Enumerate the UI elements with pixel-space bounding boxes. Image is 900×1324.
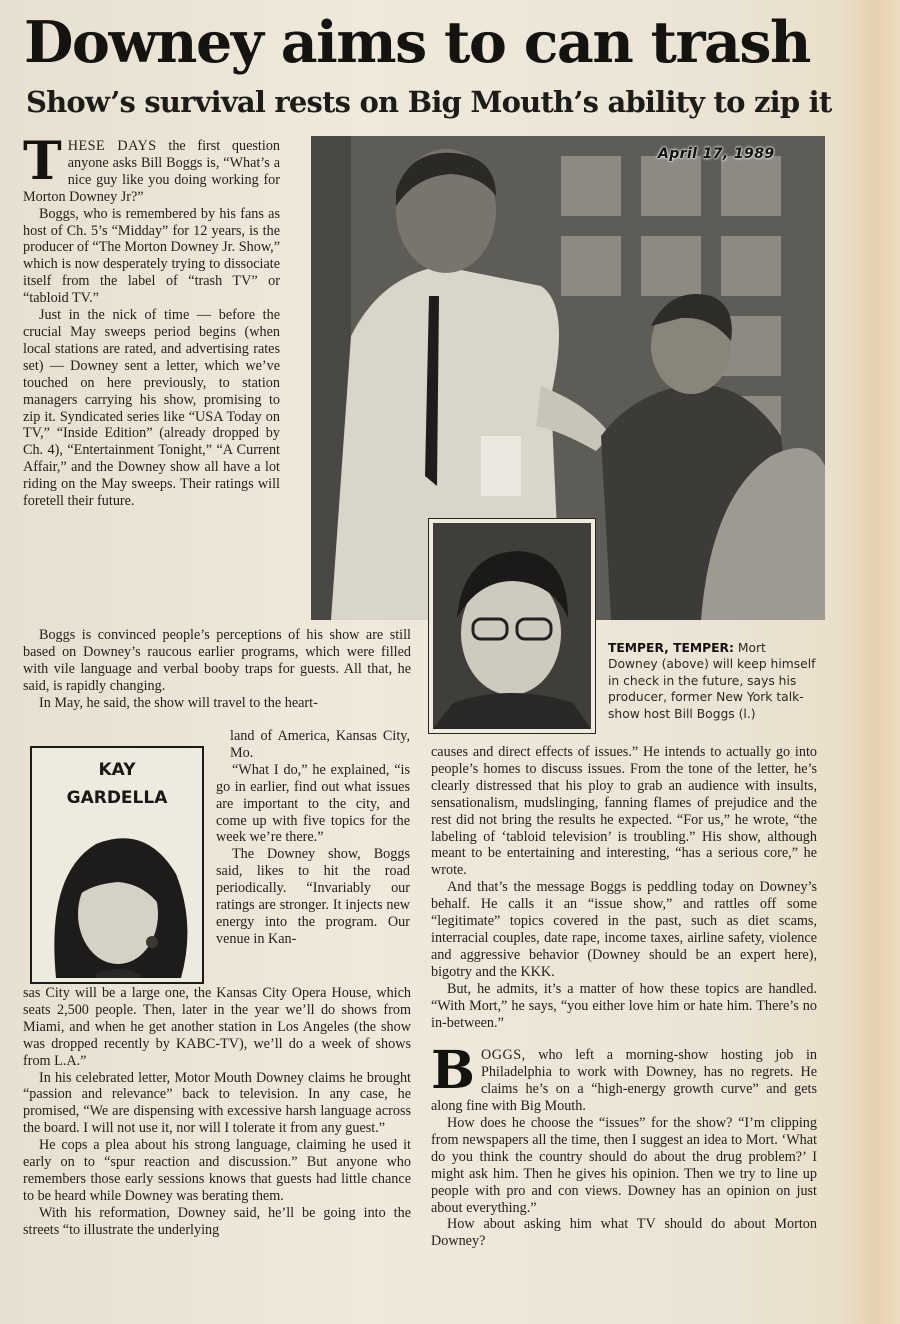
paragraph: Boggs, who is remembered by his fans as host of Ch. 5’s “Midday” for 12 years, is the producer of “The Morton Downey Jr. Show,” which is now desperately trying to dissociate itself from the label of “trash TV” or “tabloid TV.” xyxy=(23,205,280,307)
drop-cap-t: T xyxy=(23,131,62,192)
paragraph: And that’s the message Boggs is peddling today on Downey’s behalf. He calls it an “issue show,” and rattles off some “legitimate” topics covered in the past, such as diet scams, interracial couples, date rape, income taxes, airline safety, violence and aggressive behavior (Downey should be an expert here), bigotry and the KKK. xyxy=(431,879,817,980)
wide-text-block xyxy=(23,627,411,712)
caption-text: Mort Downey (above) will keep himself in check in the future, says his producer, former New York talk-show host Bill Boggs (l.) xyxy=(608,641,816,721)
headline: Downey aims to can trash xyxy=(24,9,810,76)
column-3 xyxy=(431,744,817,1250)
lead-caps: OGGS, xyxy=(480,1047,526,1064)
boggs-portrait xyxy=(433,523,591,729)
column-1-upper xyxy=(23,131,281,510)
paragraph: sas City will be a large one, the Kansas City Opera House, which seats 2,500 people. Then, later in the year we’ll do shows from Miami, and when he get another station in Los Angeles (the show was dropped recently by KABC-TV), we’ll do a week of shows from L.A.” xyxy=(23,985,411,1069)
section-lead-paragraph: BOGGS, who left a morning-show hosting job in Philadelphia to work with Downey, has no regrets. He claims he’s on a “high-energy growth curve” and gets along fine with Big Mouth. xyxy=(431,1040,817,1115)
paragraph: He cops a plea about his strong language, claiming he used it early on to “spur reaction and discussion.” But anyone who remembers those early sessions knows that guests had little chance to be heard while Downey was berating them. xyxy=(23,1137,411,1204)
paragraph: causes and direct effects of issues.” He intends to actually go into people’s homes to discuss issues. From the tone of the letter, he’s clearly distressed that his ploy to grab an audience with insults, sensationalism, mudslinging, fanning flames of prejudice and the rest did not bring the results he expected. “For us,” he wrote, “the labeling of ‘tabloid television’ is troubling.” His show, although meant to be entertaining and interesting, “has a serious core,” he wrote. xyxy=(431,744,817,879)
inset-photo xyxy=(428,518,596,734)
lead-caps: HESE DAYS xyxy=(67,138,157,154)
caption-label: TEMPER, TEMPER: xyxy=(608,641,734,655)
photo-caption xyxy=(608,640,818,722)
drop-cap-b: B xyxy=(431,1040,475,1102)
columnist-box xyxy=(30,746,204,984)
date-stamp: April 17, 1989 xyxy=(658,146,775,162)
paper-edge xyxy=(842,0,900,1324)
paragraph: But, he admits, it’s a matter of how these topics are handled. “With Mort,” he says, “you either love him or hate him. There’s no in-between.” xyxy=(431,980,817,1031)
lead-paragraph: THESE DAYS the first question anyone asks Bill Boggs is, “What’s a nice guy like you doing working for Morton Downey Jr?” xyxy=(23,131,281,205)
subhead: Show’s survival rests on Big Mouth’s ability to zip it xyxy=(26,85,832,119)
paragraph: The Downey show, Boggs said, likes to hit the road periodically. “Invariably our ratings are stronger. It injects new energy into the program. Our venue in Kan- xyxy=(216,846,410,947)
paragraph: land of America, Kansas City, Mo. xyxy=(230,728,410,761)
paragraph: Boggs is convinced people’s perceptions of his show are still based on Downey’s raucous earlier programs, which were filled with vile language and verbal booby traps for guests. All that, he said, is rapidly changing. xyxy=(23,627,411,694)
columnist-portrait xyxy=(36,814,198,978)
paragraph: “What I do,” he explained, “is go in earlier, find out what issues are important to the city, and come up with five topics for the week we’re there.” xyxy=(216,761,410,846)
column-2 xyxy=(216,728,410,948)
paragraph: Just in the nick of time — before the crucial May sweeps period begins (when local stations are rated, and advertising rates set) — Downey sent a letter, which we’ve touched on here previously, to station managers carrying his show, promising to zip it. Syndicated series like “USA Today on TV,” “Inside Edition” (already dropped by Ch. 4), “Entertainment Tonight,” “A Current Affair,” and the Downey show all have a lot riding on the May sweeps. Their ratings will foretell their future. xyxy=(23,307,280,510)
paragraph: In May, he said, the show will travel to the heart- xyxy=(39,694,318,711)
paragraph: How does he choose the “issues” for the show? “I’m clipping from newspapers all the time, then I suggest an idea to Mort. ‘What do you think the country should do about the drug problem?’ I might ask him. Then he gives his opinion. Then we try to line up people with pro and con views. Downey has an opinion on just about everything.” xyxy=(431,1115,817,1216)
column-1-lower xyxy=(23,985,411,1239)
columnist-name: KAY GARDELLA xyxy=(66,760,168,808)
paragraph: How about asking him what TV should do about Morton Downey? xyxy=(431,1216,817,1250)
paragraph: In his celebrated letter, Motor Mouth Downey claims he brought “passion and relevance” back to television. In any case, he promised, “We are dispensing with excessive harsh language across the board. I will not use it, nor will I tolerate it from any guest.” xyxy=(23,1069,411,1137)
paragraph: With his reformation, Downey said, he’ll be going into the streets “to illustrate the underlying xyxy=(23,1204,411,1238)
